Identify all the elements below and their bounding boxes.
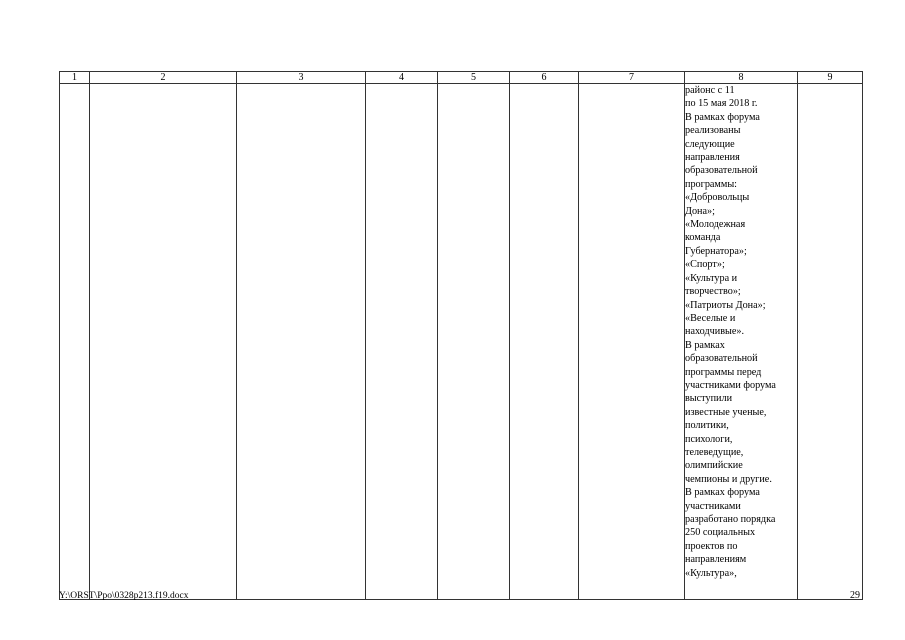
cell-text-line: образовательной bbox=[685, 353, 758, 365]
header-row bbox=[60, 72, 863, 84]
column-header: 2 bbox=[90, 72, 237, 84]
footer-file-path: Y:\ORST\Ppo\0328p213.f19.docx bbox=[59, 591, 189, 601]
cell-text-line: участниками форума bbox=[685, 379, 776, 391]
cell-text-line: политики, bbox=[685, 420, 729, 432]
data-table bbox=[59, 71, 863, 600]
cell-text-line: «Молодежная bbox=[685, 219, 746, 231]
table-cell bbox=[366, 84, 438, 600]
cell-text-line: творчество»; bbox=[685, 286, 741, 298]
cell-text-line: по 15 мая 2018 г. bbox=[685, 98, 758, 110]
column-header: 9 bbox=[798, 72, 863, 84]
cell-text-line: В рамках форума bbox=[685, 111, 760, 123]
cell-text-line: «Культура и bbox=[685, 272, 738, 284]
cell-text-line: чемпионы и другие. bbox=[685, 473, 772, 485]
table-cell-description bbox=[685, 84, 798, 600]
table-cell bbox=[438, 84, 510, 600]
cell-text-line: 250 социальных bbox=[685, 527, 756, 539]
table-cell bbox=[237, 84, 366, 600]
table-cell bbox=[90, 84, 237, 600]
cell-text-line: участниками bbox=[685, 500, 741, 512]
cell-text-line: В рамках форума bbox=[685, 487, 760, 499]
cell-text-line: направления bbox=[685, 152, 740, 164]
cell-text-line: «Веселые и bbox=[685, 312, 736, 324]
cell-text-line: олимпийские bbox=[685, 460, 743, 472]
cell-text-line: программы: bbox=[685, 178, 738, 190]
cell-text-line: «Культура», bbox=[685, 567, 737, 579]
table-row bbox=[60, 84, 863, 600]
table-cell bbox=[60, 84, 90, 600]
cell-text-line: телеведущие, bbox=[685, 446, 744, 458]
cell-text-line: «Спорт»; bbox=[685, 259, 725, 271]
cell-text-line: следующие bbox=[685, 138, 735, 150]
column-header: 6 bbox=[510, 72, 579, 84]
cell-text-line: находчивые». bbox=[685, 326, 745, 338]
page-number: 29 bbox=[850, 590, 860, 601]
cell-text-line: Губернатора»; bbox=[685, 245, 747, 257]
table-cell bbox=[798, 84, 863, 600]
cell-text-line: «Добровольцы bbox=[685, 192, 750, 204]
cell-text-line: психологи, bbox=[685, 433, 733, 445]
column-header: 5 bbox=[438, 72, 510, 84]
cell-text-line: районс с 11 bbox=[685, 85, 735, 96]
cell-text-line: реализованы bbox=[685, 125, 741, 137]
cell-text-line: проектов по bbox=[685, 540, 738, 552]
column-header: 4 bbox=[366, 72, 438, 84]
cell-text-line: «Патриоты Дона»; bbox=[685, 299, 766, 311]
table-cell bbox=[579, 84, 685, 600]
cell-text-line: разработано порядка bbox=[685, 514, 776, 525]
cell-text-line: известные ученые, bbox=[685, 406, 767, 418]
column-header: 1 bbox=[60, 72, 90, 84]
column-header: 8 bbox=[685, 72, 798, 84]
cell-text-line: выступили bbox=[685, 393, 733, 405]
cell-text-line: образовательной bbox=[685, 165, 758, 177]
cell-text-line: команда bbox=[685, 232, 721, 244]
cell-text-line: Дона»; bbox=[685, 205, 715, 217]
table-cell bbox=[510, 84, 579, 600]
column-header: 3 bbox=[237, 72, 366, 84]
cell-text-line: программы перед bbox=[685, 366, 762, 378]
cell-text-line: В рамках bbox=[685, 339, 725, 351]
cell-text-line: направлениям bbox=[685, 554, 747, 566]
column-header: 7 bbox=[579, 72, 685, 84]
